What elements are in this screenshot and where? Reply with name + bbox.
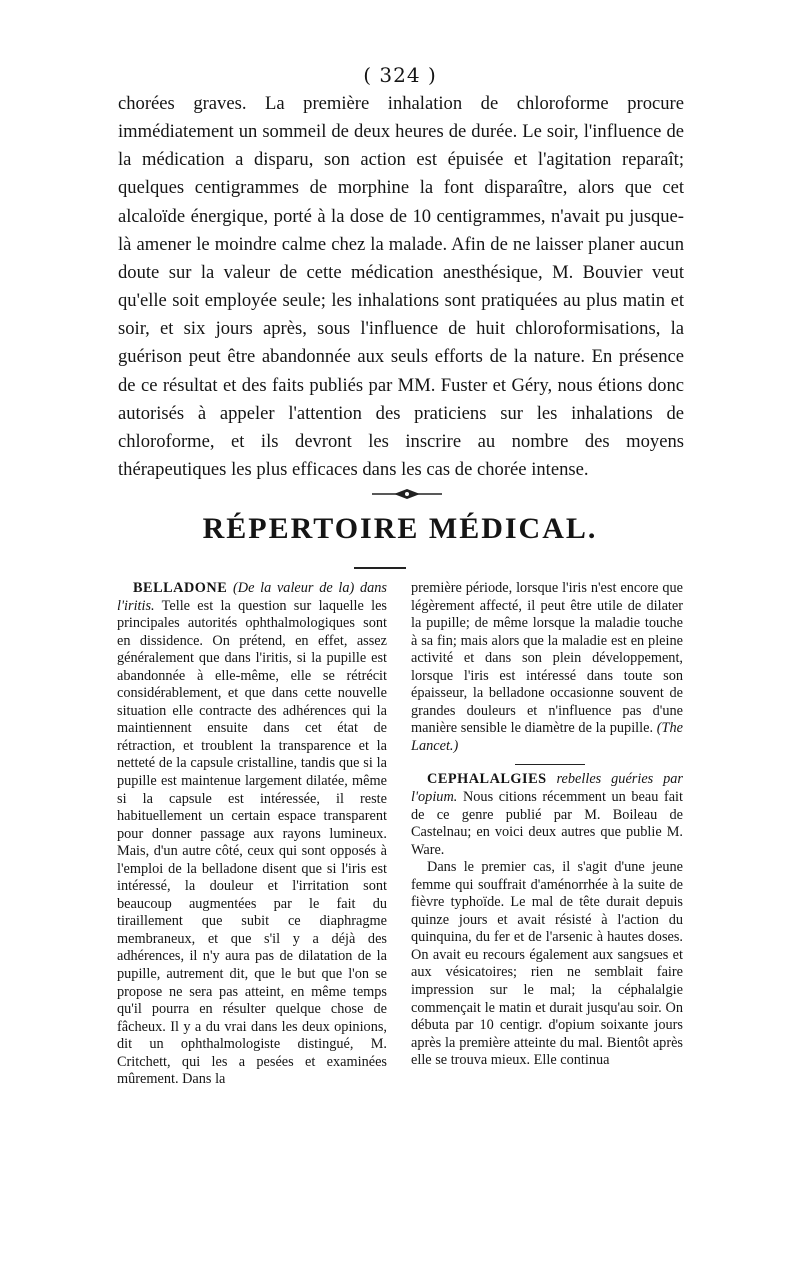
section-title: RÉPERTOIRE MÉDICAL.	[202, 512, 598, 545]
entry-heading: CEPHALALGIES	[427, 771, 547, 788]
entry-cephalalgies	[411, 771, 683, 859]
entry-belladone	[117, 580, 387, 1089]
right-column	[411, 580, 683, 1070]
entry-subtitle: (De la valeur de la) dans l'iritis.	[117, 580, 387, 614]
entry-belladone-continued	[411, 580, 683, 755]
ornament-divider	[372, 488, 442, 500]
entry-continuation: première période, lorsque l'iris n'est encore que légèrement affecté, il peut être utile de dilater la pupille; de même lorsque la maladie touche à sa fin; mais alors que la maladie est en pleine activité et dans son plein développement, lorsque l'iris est intéressé dans toute son épaisseur, la belladone occasionne souvent de grandes douleurs et n'influence pas d'une manière sensible le diamètre de la pupille.	[411, 580, 683, 737]
entry-source: (The Lancet.)	[411, 720, 684, 754]
entry-body: Nous citions récemment un beau fait de ce genre publié par M. Boileau de Castelnau; en voici deux autres que publie M. Ware.	[411, 789, 683, 858]
entry-body: Telle est la question sur laquelle les principales autorités ophthalmologiques sont en dissidence. On prétend, en effet, assez généralement que dans l'iritis, si la pupille est abandonnée à elle-même, elle se rétrécit considérablement, et que dans cette nouvelle situation elle contracte des adhérences qui la maintiennent ensuite dans cet état de rétraction, et troublent la transparence et la netteté de la capsule cristalline, tandis que si la pupille est maintenue largement dilatée, même si la capsule est intéressée, il reste habituellement un certain espace transparent pour donner passage aux rayons lumineux. Mais, d'un autre côté, ceux qui sont opposés à l'emploi de la belladone disent que si l'iris est intéressé, la douleur et l'irritation sont beaucoup augmentées par le fait du tiraillement que subit ce diaphragme membraneux, et que s'il y a déjà des adhérences, il n'y aura pas de dilatation de la pupille, autrement dit, que le but que l'on se propose ne sera pas atteint, en même temps qu'il pourra en résulter quelque chose de fâcheux. Il y a du vrai dans les deux opinions, dit un ophthalmologiste distingué, M. Critchett, qui les a pesées et examinées mûrement. Dans la	[117, 597, 387, 1088]
entry-heading: BELLADONE	[133, 580, 228, 596]
left-column	[117, 580, 387, 1089]
entry-subtitle: rebelles guéries par l'opium.	[411, 771, 683, 806]
page-number: ( 324 )	[363, 63, 437, 87]
title-underline	[354, 567, 406, 569]
entry-separator	[515, 764, 585, 765]
intro-paragraph: chorées graves. La première inhalation de chloroforme procure immédiatement un sommeil de deux heures de durée. Le soir, l'influence de la médication a disparu, son action est épuisée et l'agitation reparaît; quelques centigrammes de morphine la font disparaître, alors que cet alcaloïde énergique, porté à la dose de 10 centigrammes, n'avait pu jusque-là amener le moindre calme chez la malade. Afin de ne laisser planer aucun doute sur la valeur de cette médication anesthésique, M. Bouvier veut qu'elle soit employée seule; les inhalations sont pratiquées au plus matin et soir, et six jours après, sous l'influence de huit chloroformisations, la guérison peut être abandonnée aux seuls efforts de la nature. En présence de ce résultat et des faits publiés par MM. Fuster et Géry, nous étions donc autorisés à appeler l'attention des praticiens sur les inhalations de chloroforme, et ils devront les inscrire au nombre des moyens thérapeutiques les plus efficaces dans les cas de chorée intense.	[118, 93, 684, 481]
entry-cephalalgies-paragraph: Dans le premier cas, il s'agit d'une jeune femme qui souffrait d'aménorrhée à la suite de fièvre typhoïde. Le mal de tête durait depuis quinze jours et avait résisté à l'action du quinquina, du fer et de l'arsenic à hautes doses. On avait eu recours également aux sangsues et aux vésicatoires; rien ne semblait faire impression sur le mal; la céphalalgie commençait le matin et durait jusqu'au soir. On débuta par 10 centigr. d'opium soixante jours après la première atteinte du mal. Bientôt après elle se trouva mieux. Elle continua	[411, 859, 683, 1069]
